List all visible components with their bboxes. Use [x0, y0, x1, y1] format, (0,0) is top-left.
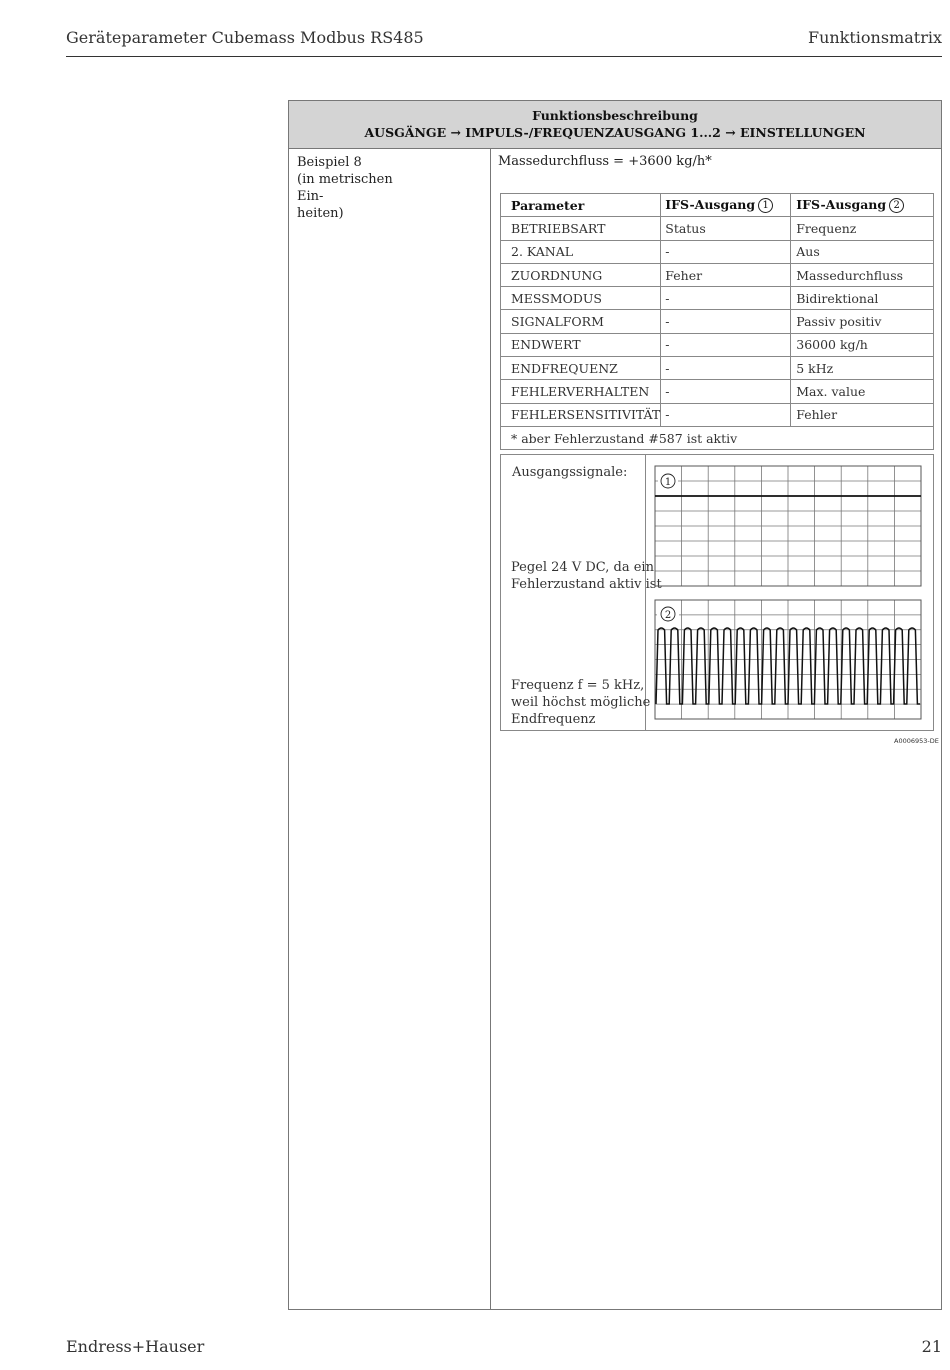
table-header-parameter: Parameter — [501, 194, 661, 217]
param-name: BETRIEBSART — [501, 217, 661, 240]
signals-title: Ausgangssignale: — [512, 465, 628, 480]
output-1-value: - — [661, 240, 791, 263]
signal-1-line: Pegel 24 V DC, da ein — [511, 560, 654, 575]
param-name: 2. KANAL — [501, 240, 661, 263]
frame-heading-path: AUSGÄNGE → IMPULS-/FREQUENZAUSGANG 1...2 → EINSTELLUNGEN — [364, 125, 866, 140]
param-name: FEHLERVERHALTEN — [501, 380, 661, 403]
output-1-value: - — [661, 403, 791, 426]
table-row — [501, 380, 934, 403]
output-1-value: - — [661, 357, 791, 380]
output-1-value: - — [661, 380, 791, 403]
output-1-value: Feher — [661, 263, 791, 286]
table-row — [501, 403, 934, 426]
table-row — [501, 357, 934, 380]
header-document-title: Geräteparameter Cubemass Modbus RS485 — [66, 28, 424, 47]
header-section-title: Funktionsmatrix — [807, 28, 942, 47]
parameter-table — [500, 193, 934, 450]
output-2-value: 36000 kg/h — [791, 333, 934, 356]
table-footnote: * aber Fehlerzustand #587 ist aktiv — [501, 426, 934, 449]
output-2-value: Frequenz — [791, 217, 934, 240]
output-2-value: Bidirektional — [791, 287, 934, 310]
table-row — [501, 310, 934, 333]
output-2-value: Max. value — [791, 380, 934, 403]
output-signals-box — [500, 454, 934, 731]
table-row — [501, 333, 934, 356]
plot-2-label: 2 — [664, 610, 672, 621]
table-header-output-1-label: IFS-Ausgang — [665, 197, 756, 213]
example-label — [297, 154, 422, 222]
signal-2-line: weil höchst mögliche — [511, 695, 651, 710]
table-row — [501, 240, 934, 263]
signal-2-plot — [655, 600, 921, 719]
signal-1-grid — [655, 466, 921, 586]
param-name: ENDWERT — [501, 333, 661, 356]
signal-plots — [500, 454, 934, 731]
footer-brand: Endress+Hauser — [66, 1337, 205, 1356]
example-label-line: heiten) — [297, 206, 344, 221]
signal-1-plot — [655, 466, 921, 586]
table-header-output-2 — [791, 194, 934, 217]
param-name: ZUORDNUNG — [501, 263, 661, 286]
param-name: SIGNALFORM — [501, 310, 661, 333]
output-2-value: 5 kHz — [791, 357, 934, 380]
output-2-value: Fehler — [791, 403, 934, 426]
figure-code: A0006953-DE — [894, 737, 939, 745]
output-2-marker: 2 — [889, 198, 904, 213]
function-description-frame — [288, 100, 942, 1310]
table-row — [501, 263, 934, 286]
output-2-value: Passiv positiv — [791, 310, 934, 333]
table-header-row — [501, 194, 934, 217]
example-label-line: Beispiel 8 — [297, 155, 362, 170]
output-1-marker: 1 — [758, 198, 773, 213]
table-row — [501, 217, 934, 240]
output-1-value: - — [661, 310, 791, 333]
column-divider — [490, 148, 491, 1309]
frame-heading — [289, 101, 941, 149]
table-header-output-2-label: IFS-Ausgang — [796, 197, 887, 213]
signal-2-line: Endfrequenz — [511, 712, 596, 727]
header-rule — [66, 56, 942, 57]
table-footnote-row — [501, 426, 934, 449]
signal-2-line: Frequenz f = 5 kHz, — [511, 678, 645, 693]
massflow-statement: Massedurchfluss = +3600 kg/h* — [498, 154, 712, 169]
output-2-value: Aus — [791, 240, 934, 263]
param-name: FEHLERSENSITIVITÄT — [501, 403, 661, 426]
param-name: ENDFREQUENZ — [501, 357, 661, 380]
table-row — [501, 287, 934, 310]
signal-1-line: Fehlerzustand aktiv ist — [511, 577, 662, 592]
param-name: MESSMODUS — [501, 287, 661, 310]
output-1-value: - — [661, 333, 791, 356]
page-number: 21 — [921, 1337, 942, 1356]
table-header-output-1 — [661, 194, 791, 217]
output-1-value: - — [661, 287, 791, 310]
output-2-value: Massedurchfluss — [791, 263, 934, 286]
frame-heading-title: Funktionsbeschreibung — [532, 108, 698, 123]
plot-1-label: 1 — [664, 477, 672, 488]
example-label-line: (in metrischen Ein- — [297, 172, 393, 204]
output-1-value: Status — [661, 217, 791, 240]
